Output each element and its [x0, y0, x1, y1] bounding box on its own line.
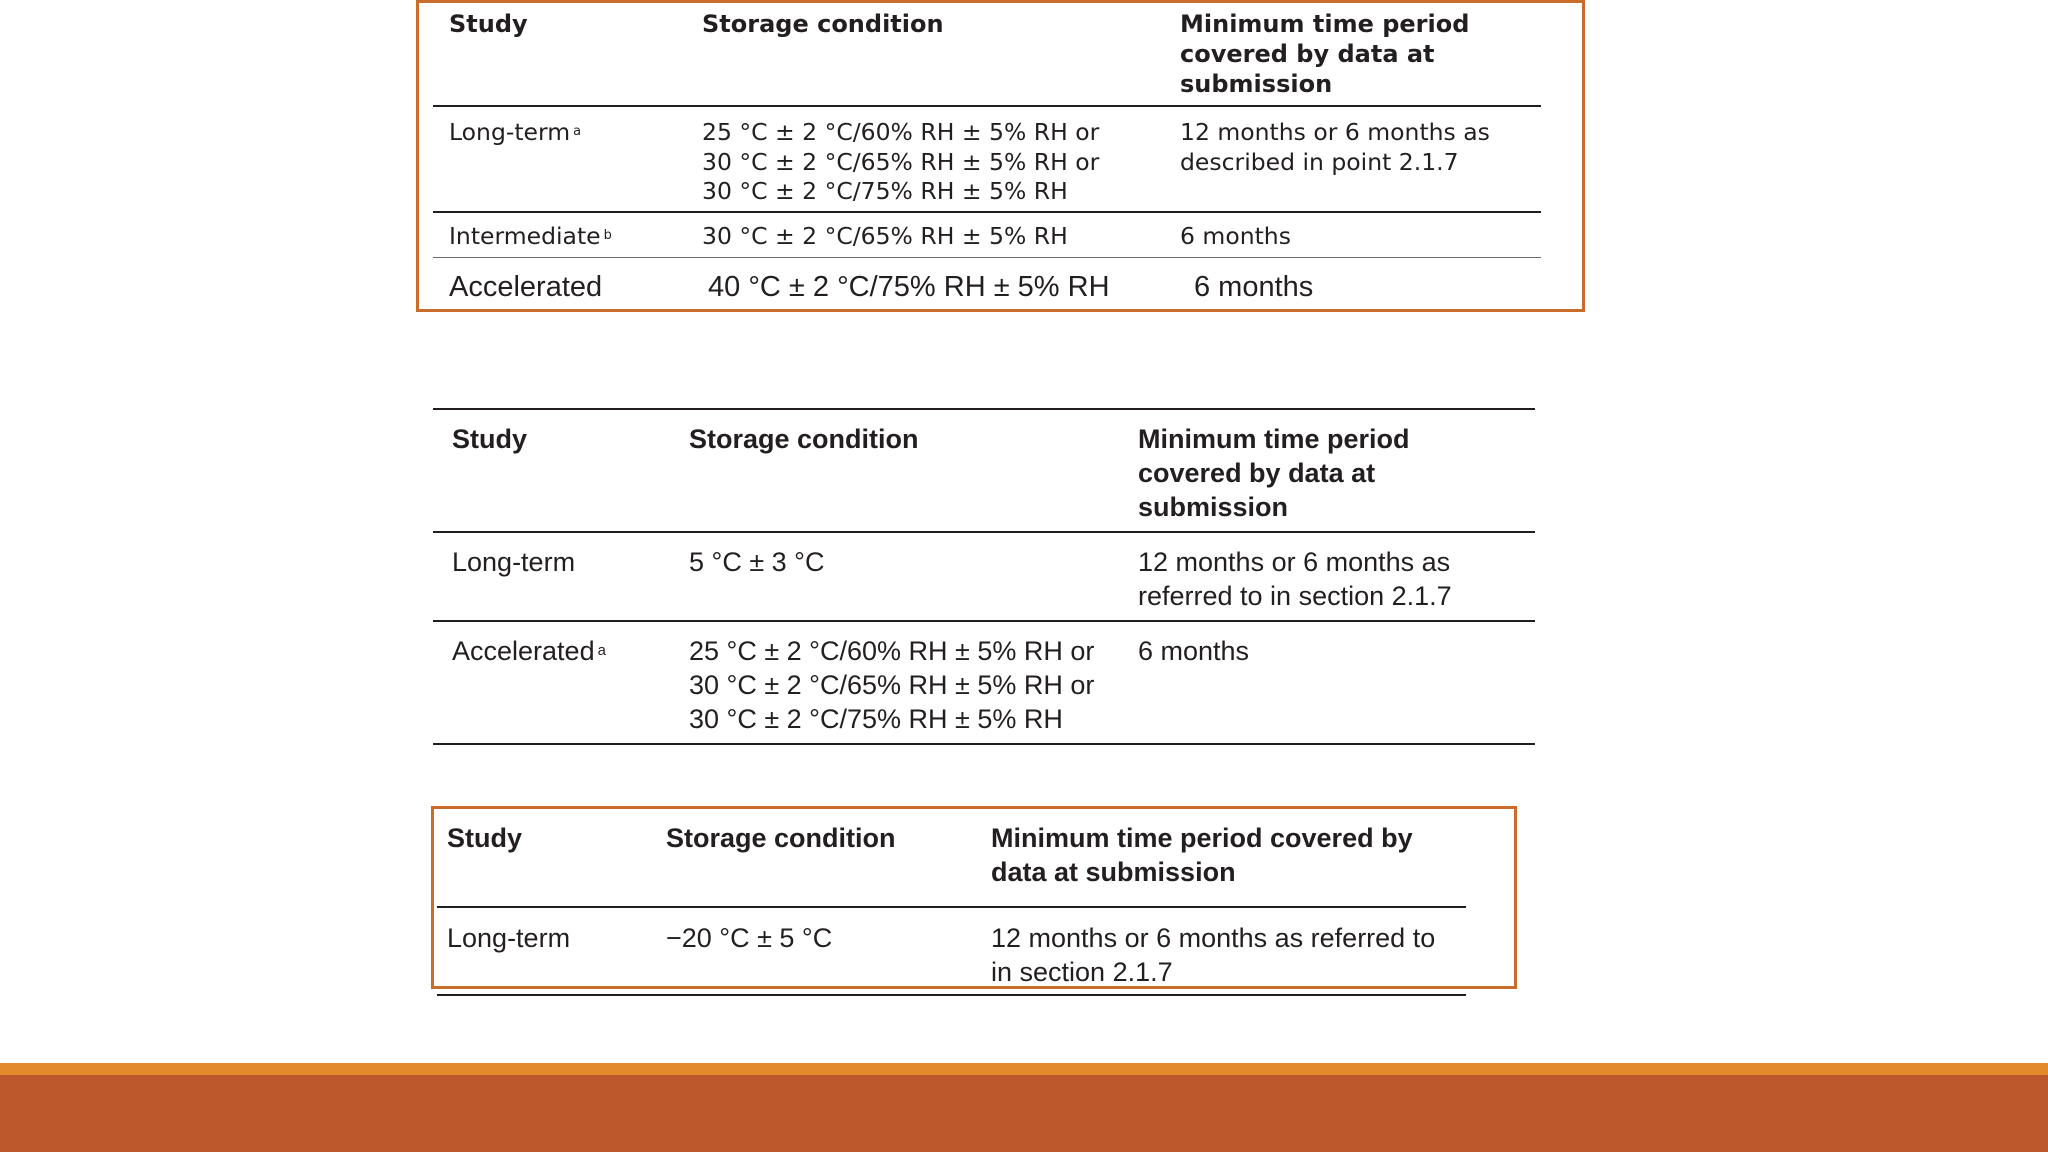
table-row [433, 532, 1535, 621]
table-row [433, 106, 1541, 212]
stability-table-general [416, 0, 1585, 312]
table-row [433, 212, 1541, 258]
time-period-cell: 6 months [1162, 212, 1541, 258]
footer-accent-stripe [0, 1063, 2048, 1075]
study-cell: Long-term [437, 907, 656, 995]
header-storage-condition: Storage condition [702, 10, 944, 38]
table-row [437, 907, 1466, 995]
header-minimum-time-period: Minimum time period covered by data at submission [991, 823, 1413, 887]
time-period-cell: 12 months or 6 months as described in point 2.1.7 [1162, 106, 1541, 212]
stability-table-1 [433, 3, 1541, 311]
study-cell: Intermediate $^b$ [433, 212, 684, 258]
storage-condition-cell: 30 °C ± 2 °C/65% RH ± 5% RH [684, 212, 1162, 258]
storage-condition-cell: 25 °C ± 2 °C/60% RH ± 5% RH or 30 °C ± 2 °C/65% RH ± 5% RH or 30 °C ± 2 °C/75% RH ± 5% RH [670, 621, 1119, 744]
header-storage-condition: Storage condition [666, 823, 896, 853]
footnote-marker: a [573, 124, 582, 140]
time-period-cell: 6 months [1162, 258, 1541, 312]
table-header-row [433, 409, 1535, 532]
study-cell: Accelerated $^a$ [433, 621, 670, 744]
header-minimum-time-period: Minimum time period covered by data at submission [1180, 10, 1470, 98]
storage-condition-cell: 40 °C ± 2 °C/75% RH ± 5% RH [684, 258, 1162, 312]
header-study: Study [449, 10, 528, 38]
table-row [433, 621, 1535, 744]
stability-table-3 [437, 809, 1466, 996]
stability-table-refrigerator [433, 408, 1535, 744]
footnote-marker: b [603, 228, 612, 244]
study-cell: Long-term [433, 532, 670, 621]
header-minimum-time-period: Minimum time period covered by data at submission [1138, 424, 1410, 522]
time-period-cell: 12 months or 6 months as referred to in section 2.1.7 [1119, 532, 1535, 621]
stability-table-2 [433, 408, 1535, 745]
study-cell: Accelerated [433, 258, 684, 312]
storage-condition-cell: 25 °C ± 2 °C/60% RH ± 5% RH or 30 °C ± 2 °C/65% RH ± 5% RH or 30 °C ± 2 °C/75% RH ± 5% RH [684, 106, 1162, 212]
footer-band [0, 1075, 2048, 1152]
time-period-cell: 12 months or 6 months as referred to in section 2.1.7 [981, 907, 1466, 995]
time-period-cell: 6 months [1119, 621, 1535, 744]
table-row [433, 258, 1541, 312]
header-study: Study [452, 424, 528, 454]
storage-condition-cell: −20 °C ± 5 °C [656, 907, 981, 995]
table-header-row [437, 809, 1466, 907]
study-cell: Long-term $^a$ [433, 106, 684, 212]
header-study: Study [447, 823, 523, 853]
footnote-marker: a [597, 642, 606, 659]
header-storage-condition: Storage condition [689, 424, 919, 454]
stability-table-freezer [431, 806, 1517, 989]
table-header-row [433, 3, 1541, 106]
storage-condition-cell: 5 °C ± 3 °C [670, 532, 1119, 621]
